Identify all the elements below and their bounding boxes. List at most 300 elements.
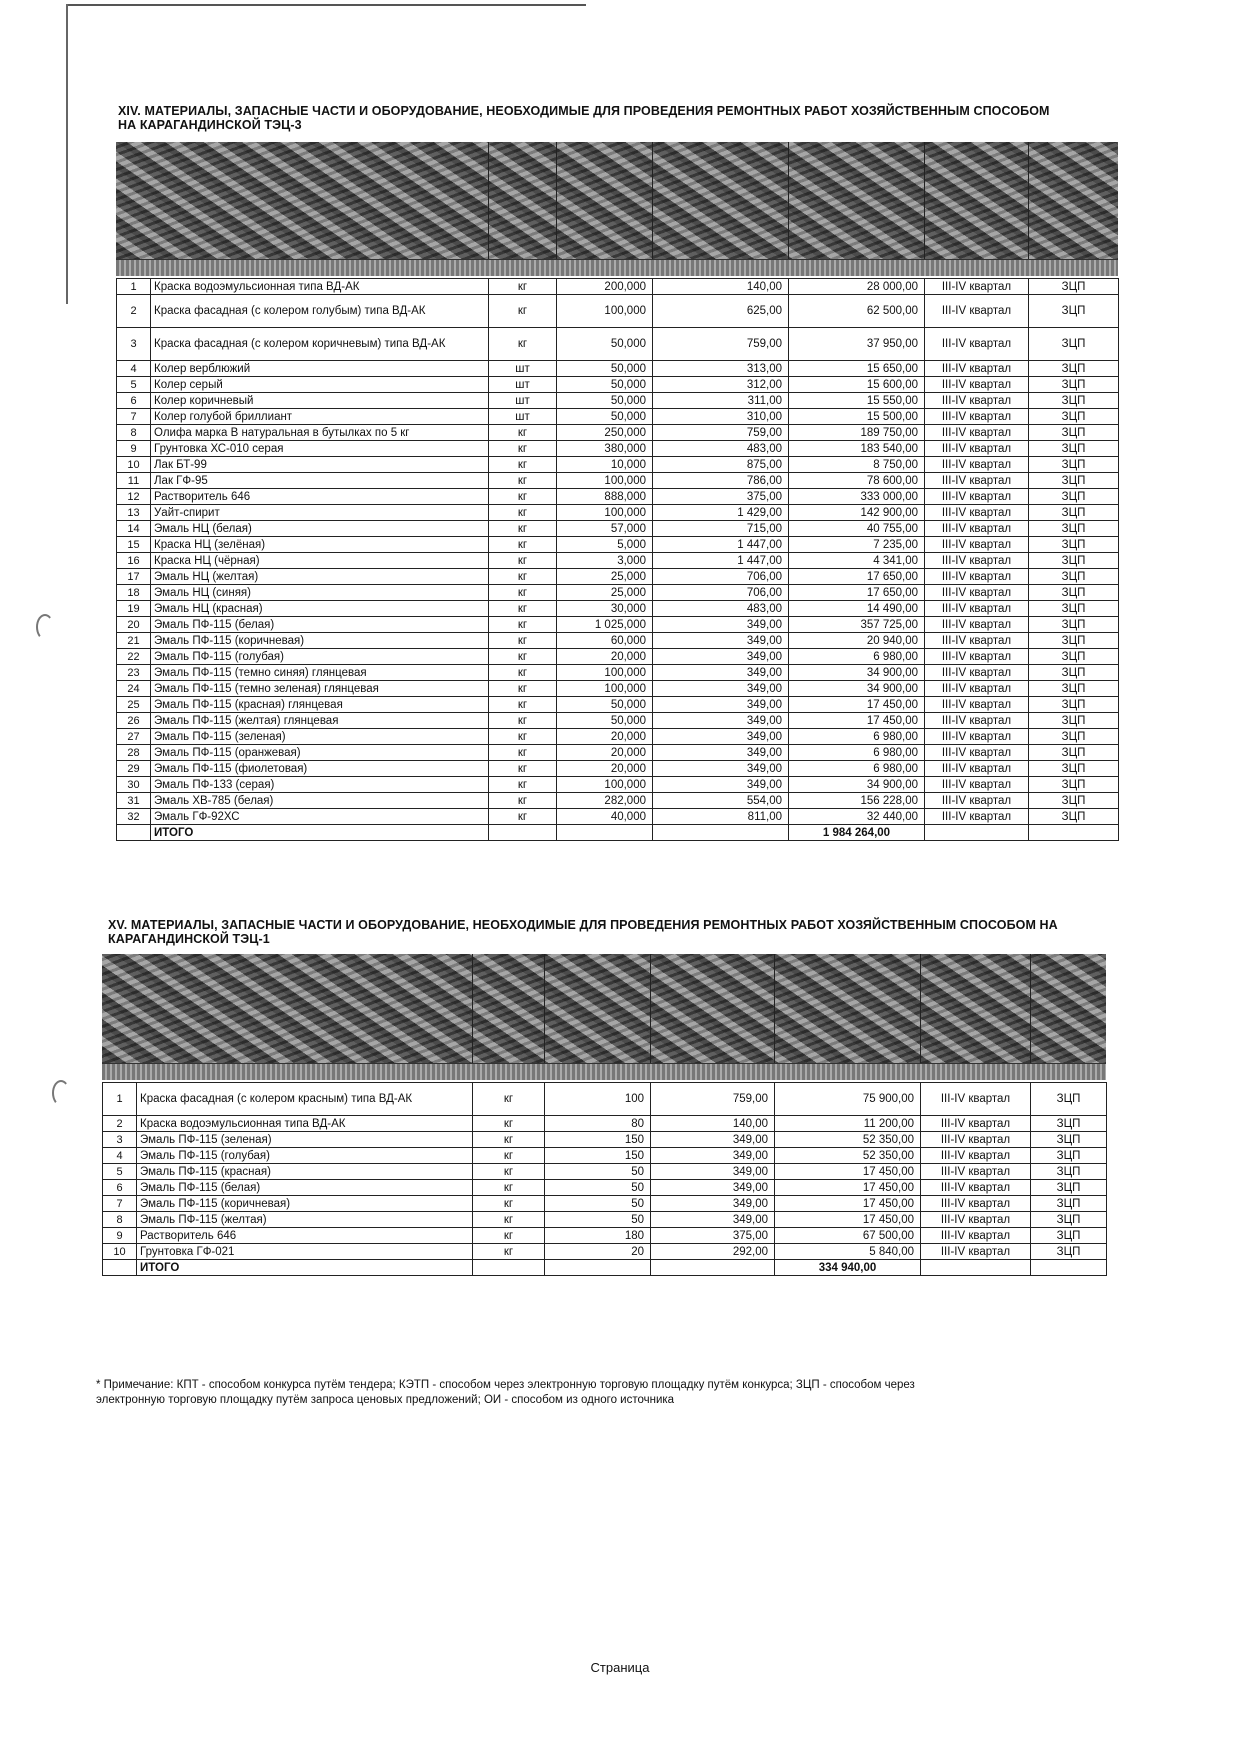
row-number-cell: 3 [117,328,151,361]
period-cell: III-IV квартал [925,521,1029,537]
table-row [117,377,1119,393]
item-name-cell: Эмаль ПФ-115 (зеленая) [137,1132,473,1148]
amount-cell: 189 750,00 [789,425,925,441]
unit-cell: кг [489,601,557,617]
table-row [103,1083,1107,1116]
section2-title-line1: XV. МАТЕРИАЛЫ, ЗАПАСНЫЕ ЧАСТИ И ОБОРУДОВАНИЕ, НЕОБХОДИМЫЕ ДЛЯ ПРОВЕДЕНИЯ РЕМОНТНЫХ РАБОТ ХОЗЯЙСТВЕННЫМ СПОСОБОМ НА [108,918,1058,932]
row-number-cell: 9 [117,441,151,457]
unit-cell: кг [489,777,557,793]
amount-cell: 17 650,00 [789,569,925,585]
unit-cell: кг [489,279,557,295]
section1-table [116,278,1119,841]
amount-cell: 6 980,00 [789,649,925,665]
row-number-cell: 10 [103,1244,137,1260]
scan-mark [36,614,54,640]
procurement-method-cell: ЗЦП [1029,295,1119,328]
quantity-cell: 20,000 [557,761,653,777]
period-cell: III-IV квартал [925,505,1029,521]
quantity-cell: 50,000 [557,377,653,393]
row-number-cell: 7 [103,1196,137,1212]
row-number-cell: 21 [117,633,151,649]
quantity-cell: 25,000 [557,585,653,601]
unit-price-cell: 811,00 [653,809,789,825]
procurement-method-cell: ЗЦП [1029,777,1119,793]
unit-cell: кг [489,745,557,761]
amount-cell: 62 500,00 [789,295,925,328]
amount-cell: 34 900,00 [789,681,925,697]
unit-cell: шт [489,377,557,393]
unit-price-cell: 625,00 [653,295,789,328]
quantity-cell: 380,000 [557,441,653,457]
quantity-cell: 50,000 [557,697,653,713]
quantity-cell: 80 [545,1116,651,1132]
procurement-method-cell: ЗЦП [1029,649,1119,665]
unit-price-cell: 483,00 [653,441,789,457]
table-row [117,521,1119,537]
item-name-cell: Грунтовка ХС-010 серая [151,441,489,457]
section1-header-scan [116,142,1118,276]
unit-price-cell: 1 429,00 [653,505,789,521]
quantity-cell: 180 [545,1228,651,1244]
item-name-cell: Краска фасадная (с колером красным) типа ВД-АК [137,1083,473,1116]
scan-edge-left [66,4,68,304]
item-name-cell: Эмаль ПФ-115 (желтая) глянцевая [151,713,489,729]
total-label: ИТОГО [151,825,489,841]
procurement-method-cell: ЗЦП [1029,793,1119,809]
unit-price-cell: 312,00 [653,377,789,393]
unit-price-cell: 375,00 [653,489,789,505]
quantity-cell: 5,000 [557,537,653,553]
unit-cell: кг [489,489,557,505]
unit-price-cell: 349,00 [653,777,789,793]
item-name-cell: Эмаль ПФ-115 (белая) [151,617,489,633]
item-name-cell: Краска НЦ (чёрная) [151,553,489,569]
amount-cell: 14 490,00 [789,601,925,617]
section2-title-line2: КАРАГАНДИНСКОЙ ТЭЦ-1 [108,932,270,946]
item-name-cell: Краска водоэмульсионная типа ВД-АК [137,1116,473,1132]
procurement-method-cell: ЗЦП [1029,665,1119,681]
table-row [117,569,1119,585]
unit-price-cell: 349,00 [653,649,789,665]
item-name-cell: Эмаль НЦ (желтая) [151,569,489,585]
procurement-method-cell: ЗЦП [1029,328,1119,361]
table-row [117,585,1119,601]
empty-cell [489,825,557,841]
procurement-method-cell: ЗЦП [1031,1116,1107,1132]
unit-cell: кг [473,1116,545,1132]
period-cell: III-IV квартал [925,393,1029,409]
table-row [103,1132,1107,1148]
item-name-cell: Эмаль ПФ-115 (голубая) [137,1148,473,1164]
empty-cell [557,825,653,841]
footnote-line2: электронную торговую площадку путём запроса ценовых предложений; ОИ - способом из одного источника [96,1394,675,1406]
unit-price-cell: 759,00 [653,425,789,441]
item-name-cell: Эмаль ПФ-115 (темно синяя) глянцевая [151,665,489,681]
table-row [117,809,1119,825]
item-name-cell: Эмаль ПФ-133 (серая) [151,777,489,793]
unit-price-cell: 349,00 [651,1148,775,1164]
period-cell: III-IV квартал [925,617,1029,633]
item-name-cell: Колер голубой бриллиант [151,409,489,425]
amount-cell: 17 450,00 [775,1212,921,1228]
scan-mark [52,1080,70,1106]
row-number-cell: 2 [117,295,151,328]
row-number-cell: 12 [117,489,151,505]
unit-cell: кг [489,681,557,697]
table-row [117,441,1119,457]
item-name-cell: Эмаль ПФ-115 (коричневая) [151,633,489,649]
row-number-cell: 16 [117,553,151,569]
table-row [117,761,1119,777]
period-cell: III-IV квартал [925,377,1029,393]
procurement-method-cell: ЗЦП [1029,681,1119,697]
item-name-cell: Эмаль ПФ-115 (коричневая) [137,1196,473,1212]
table-row [117,537,1119,553]
unit-price-cell: 349,00 [651,1180,775,1196]
empty-cell [651,1260,775,1276]
quantity-cell: 150 [545,1148,651,1164]
period-cell: III-IV квартал [925,361,1029,377]
row-number-cell: 19 [117,601,151,617]
row-number-cell: 8 [103,1212,137,1228]
item-name-cell: Эмаль ПФ-115 (красная) [137,1164,473,1180]
table-row [117,617,1119,633]
section2-header-scan [102,954,1106,1080]
procurement-method-cell: ЗЦП [1029,457,1119,473]
amount-cell: 17 450,00 [789,713,925,729]
item-name-cell: Эмаль ПФ-115 (красная) глянцевая [151,697,489,713]
procurement-method-cell: ЗЦП [1029,489,1119,505]
period-cell: III-IV квартал [925,665,1029,681]
amount-cell: 15 550,00 [789,393,925,409]
amount-cell: 6 980,00 [789,745,925,761]
page-footer-label: Страница [590,1660,650,1675]
quantity-cell: 50,000 [557,409,653,425]
procurement-method-cell: ЗЦП [1029,601,1119,617]
item-name-cell: Лак БТ-99 [151,457,489,473]
quantity-cell: 100,000 [557,505,653,521]
item-name-cell: Эмаль ХВ-785 (белая) [151,793,489,809]
row-number-cell: 8 [117,425,151,441]
procurement-method-cell: ЗЦП [1029,553,1119,569]
quantity-cell: 100,000 [557,295,653,328]
amount-cell: 15 600,00 [789,377,925,393]
unit-price-cell: 313,00 [653,361,789,377]
amount-cell: 17 450,00 [775,1180,921,1196]
unit-price-cell: 875,00 [653,457,789,473]
unit-cell: кг [473,1180,545,1196]
unit-price-cell: 292,00 [651,1244,775,1260]
row-number-cell: 3 [103,1132,137,1148]
row-number-cell: 28 [117,745,151,761]
unit-cell: кг [489,425,557,441]
row-number-cell: 26 [117,713,151,729]
table-row [117,665,1119,681]
amount-cell: 5 840,00 [775,1244,921,1260]
unit-cell: кг [489,521,557,537]
table-row [117,361,1119,377]
unit-price-cell: 349,00 [653,761,789,777]
table-row [117,328,1119,361]
unit-cell: кг [489,505,557,521]
section1-title [118,104,1050,132]
item-name-cell: Эмаль НЦ (белая) [151,521,489,537]
item-name-cell: Эмаль ПФ-115 (оранжевая) [151,745,489,761]
procurement-method-cell: ЗЦП [1029,425,1119,441]
unit-cell: кг [489,441,557,457]
unit-cell: кг [489,295,557,328]
row-number-cell: 10 [117,457,151,473]
unit-cell: шт [489,409,557,425]
unit-cell: кг [489,473,557,489]
table-row [117,489,1119,505]
amount-cell: 4 341,00 [789,553,925,569]
table-row [103,1164,1107,1180]
row-number-cell: 2 [103,1116,137,1132]
unit-cell: кг [489,649,557,665]
unit-price-cell: 759,00 [653,328,789,361]
unit-price-cell: 349,00 [653,697,789,713]
row-number-cell: 22 [117,649,151,665]
quantity-cell: 50,000 [557,713,653,729]
quantity-cell: 60,000 [557,633,653,649]
table-row [117,279,1119,295]
quantity-cell: 50,000 [557,393,653,409]
amount-cell: 37 950,00 [789,328,925,361]
unit-cell: кг [473,1212,545,1228]
unit-price-cell: 140,00 [653,279,789,295]
total-sum: 1 984 264,00 [789,825,925,841]
empty-cell [545,1260,651,1276]
quantity-cell: 20,000 [557,649,653,665]
row-number-cell: 9 [103,1228,137,1244]
item-name-cell: Краска фасадная (с колером голубым) типа ВД-АК [151,295,489,328]
table-row [117,745,1119,761]
table-row [117,505,1119,521]
amount-cell: 15 500,00 [789,409,925,425]
period-cell: III-IV квартал [925,569,1029,585]
quantity-cell: 100,000 [557,681,653,697]
row-number-cell: 23 [117,665,151,681]
procurement-method-cell: ЗЦП [1029,697,1119,713]
unit-price-cell: 311,00 [653,393,789,409]
procurement-method-cell: ЗЦП [1029,521,1119,537]
period-cell: III-IV квартал [925,409,1029,425]
empty-cell [1029,825,1119,841]
unit-price-cell: 349,00 [653,681,789,697]
row-number-cell: 1 [103,1083,137,1116]
amount-cell: 34 900,00 [789,777,925,793]
procurement-method-cell: ЗЦП [1031,1132,1107,1148]
period-cell: III-IV квартал [925,777,1029,793]
quantity-cell: 100,000 [557,473,653,489]
unit-price-cell: 706,00 [653,585,789,601]
procurement-method-cell: ЗЦП [1029,505,1119,521]
table-row [103,1244,1107,1260]
period-cell: III-IV квартал [921,1228,1031,1244]
amount-cell: 52 350,00 [775,1148,921,1164]
table-row [117,295,1119,328]
table-row [103,1212,1107,1228]
empty-cell [653,825,789,841]
unit-cell: кг [473,1148,545,1164]
amount-cell: 357 725,00 [789,617,925,633]
amount-cell: 67 500,00 [775,1228,921,1244]
procurement-method-cell: ЗЦП [1029,633,1119,649]
unit-cell: кг [473,1228,545,1244]
amount-cell: 17 450,00 [775,1196,921,1212]
section1-title-line2: НА КАРАГАНДИНСКОЙ ТЭЦ-3 [118,118,302,132]
table-row [117,681,1119,697]
row-number-cell: 4 [103,1148,137,1164]
unit-cell: кг [489,697,557,713]
period-cell: III-IV квартал [925,601,1029,617]
period-cell: III-IV квартал [925,761,1029,777]
unit-price-cell: 349,00 [653,665,789,681]
unit-price-cell: 349,00 [653,745,789,761]
quantity-cell: 57,000 [557,521,653,537]
item-name-cell: Грунтовка ГФ-021 [137,1244,473,1260]
row-number-cell: 4 [117,361,151,377]
quantity-cell: 50 [545,1180,651,1196]
amount-cell: 7 235,00 [789,537,925,553]
period-cell: III-IV квартал [925,328,1029,361]
unit-price-cell: 140,00 [651,1116,775,1132]
table-row [117,777,1119,793]
quantity-cell: 100,000 [557,665,653,681]
item-name-cell: Эмаль НЦ (синяя) [151,585,489,601]
period-cell: III-IV квартал [925,457,1029,473]
procurement-method-cell: ЗЦП [1029,279,1119,295]
row-number-cell: 24 [117,681,151,697]
item-name-cell: Растворитель 646 [151,489,489,505]
unit-cell: кг [489,537,557,553]
scan-edge-top [66,4,586,6]
amount-cell: 156 228,00 [789,793,925,809]
unit-price-cell: 349,00 [653,617,789,633]
table-row [117,457,1119,473]
amount-cell: 75 900,00 [775,1083,921,1116]
period-cell: III-IV квартал [925,295,1029,328]
period-cell: III-IV квартал [925,697,1029,713]
period-cell: III-IV квартал [925,729,1029,745]
period-cell: III-IV квартал [925,585,1029,601]
period-cell: III-IV квартал [925,279,1029,295]
amount-cell: 78 600,00 [789,473,925,489]
quantity-cell: 100,000 [557,777,653,793]
quantity-cell: 20,000 [557,745,653,761]
row-number-cell: 5 [103,1164,137,1180]
amount-cell: 8 750,00 [789,457,925,473]
table-row [117,425,1119,441]
row-number-cell: 6 [103,1180,137,1196]
unit-cell: кг [489,809,557,825]
item-name-cell: Краска НЦ (зелёная) [151,537,489,553]
amount-cell: 183 540,00 [789,441,925,457]
procurement-method-cell: ЗЦП [1029,569,1119,585]
row-number-cell: 17 [117,569,151,585]
period-cell: III-IV квартал [925,425,1029,441]
quantity-cell: 30,000 [557,601,653,617]
unit-cell: кг [489,713,557,729]
period-cell: III-IV квартал [921,1083,1031,1116]
period-cell: III-IV квартал [925,745,1029,761]
unit-price-cell: 349,00 [653,713,789,729]
table-row [103,1148,1107,1164]
quantity-cell: 50 [545,1196,651,1212]
period-cell: III-IV квартал [921,1212,1031,1228]
section2-table [102,1082,1107,1276]
quantity-cell: 250,000 [557,425,653,441]
procurement-method-cell: ЗЦП [1029,713,1119,729]
empty-cell [473,1260,545,1276]
procurement-method-cell: ЗЦП [1031,1228,1107,1244]
procurement-method-cell: ЗЦП [1029,617,1119,633]
procurement-method-cell: ЗЦП [1029,761,1119,777]
procurement-method-cell: ЗЦП [1029,537,1119,553]
item-name-cell: Эмаль ПФ-115 (зеленая) [151,729,489,745]
row-number-cell: 20 [117,617,151,633]
procurement-method-cell: ЗЦП [1031,1244,1107,1260]
table-row [103,1228,1107,1244]
quantity-cell: 25,000 [557,569,653,585]
period-cell: III-IV квартал [925,809,1029,825]
quantity-cell: 50,000 [557,328,653,361]
period-cell: III-IV квартал [925,441,1029,457]
procurement-method-cell: ЗЦП [1029,441,1119,457]
table-row [117,409,1119,425]
procurement-method-cell: ЗЦП [1031,1212,1107,1228]
item-name-cell: Уайт-спирит [151,505,489,521]
amount-cell: 142 900,00 [789,505,925,521]
amount-cell: 11 200,00 [775,1116,921,1132]
unit-cell: кг [489,585,557,601]
row-number-cell: 31 [117,793,151,809]
procurement-method-cell: ЗЦП [1029,393,1119,409]
quantity-cell: 150 [545,1132,651,1148]
unit-price-cell: 349,00 [651,1164,775,1180]
procurement-method-cell: ЗЦП [1031,1196,1107,1212]
item-name-cell: Эмаль ПФ-115 (темно зеленая) глянцевая [151,681,489,697]
quantity-cell: 100 [545,1083,651,1116]
total-row [103,1260,1107,1276]
unit-price-cell: 786,00 [653,473,789,489]
unit-price-cell: 483,00 [653,601,789,617]
amount-cell: 28 000,00 [789,279,925,295]
unit-cell: кг [473,1164,545,1180]
unit-cell: шт [489,361,557,377]
table-row [103,1116,1107,1132]
period-cell: III-IV квартал [925,537,1029,553]
empty-cell [117,825,151,841]
procurement-method-cell: ЗЦП [1031,1164,1107,1180]
procurement-method-cell: ЗЦП [1029,377,1119,393]
unit-price-cell: 310,00 [653,409,789,425]
unit-price-cell: 349,00 [653,729,789,745]
unit-price-cell: 706,00 [653,569,789,585]
period-cell: III-IV квартал [921,1244,1031,1260]
amount-cell: 32 440,00 [789,809,925,825]
item-name-cell: Эмаль ПФ-115 (белая) [137,1180,473,1196]
row-number-cell: 15 [117,537,151,553]
unit-cell: кг [489,761,557,777]
empty-cell [1031,1260,1107,1276]
row-number-cell: 30 [117,777,151,793]
item-name-cell: Колер коричневый [151,393,489,409]
period-cell: III-IV квартал [921,1164,1031,1180]
unit-cell: кг [489,633,557,649]
row-number-cell: 5 [117,377,151,393]
